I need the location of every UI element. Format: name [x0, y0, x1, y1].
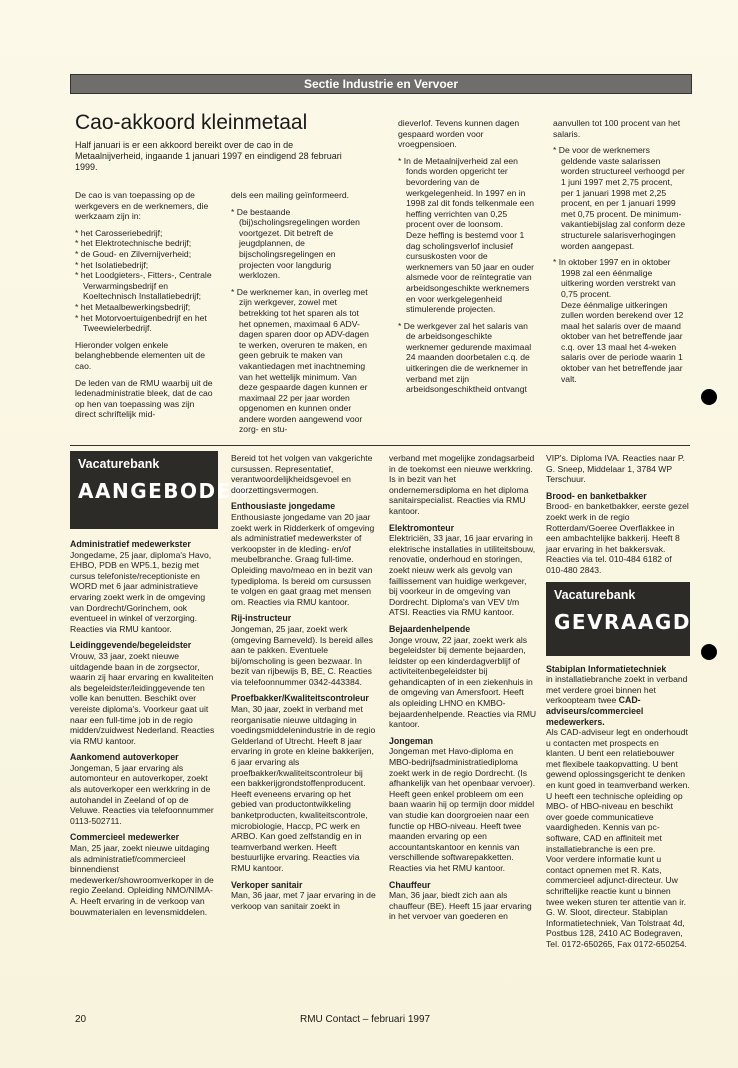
ad-title: Chauffeur [389, 879, 431, 890]
ad-text: Voor verdere informatie kunt u contact opnemen met R. Kats, commercieel adjunct-directeur. Uw schriftelijke reactie kunt u binnen twee weken sturen ter attentie van ir. G. W. Sloot, directeur. Stabiplan Informatietechniek, Van Tolstraat 4d, Postbus 128, 2410 AC Bodegraven, Tel. 0172-650265, Fax 0172-650254. [546, 854, 687, 949]
ad-title: Leidinggevende/begeleidster [70, 640, 192, 651]
list-item: * De voor de werknemers geldende vaste salarissen worden structureel verhoogd per 1 juni 1997 met 2,75 procent, per 1 januari 1998 met 2,25 procent, en per 1 januari 1999 met 0,75 procent. De minimum-vakantiebijslag zal conform deze structurele salarisverhogingen worden aangepast. [553, 145, 687, 251]
binder-hole [701, 389, 717, 405]
ad-text: Man, 36 jaar, biedt zich aan als chauffeur (BE). Heeft 15 jaar ervaring in het vervoer van goederen en [389, 890, 532, 922]
ad-title: Elektromonteur [389, 522, 455, 533]
paragraph: aanvullen tot 100 procent van het salaris. [553, 118, 681, 139]
vacaturebank-label: Vacaturebank [554, 587, 636, 602]
vacature-ad [231, 880, 379, 912]
list-item: * het Elektrotechnische bedrijf; [75, 238, 217, 249]
vacaturebank-heading: AANGEBODEN [78, 479, 251, 503]
vacature-ad [389, 880, 537, 922]
vacature-column-1 [70, 451, 251, 923]
list-item: * De bestaande (bij)scholingsregelingen worden voortgezet. Dit betreft de jeugdplannen, de bijscholingsregelingen en projecten voor langdurig werklozen. [231, 207, 371, 281]
vacaturebank-gevraagd-header [546, 582, 690, 656]
paragraph: dieverlof. Tevens kunnen dagen gespaard worden voor vroegpensioen. [398, 118, 520, 150]
list-item: * De werknemer kan, in overleg met zijn werkgever, zowel met betrekking tot het sparen als tot het opnemen, maximaal 6 ADV-dagen sparen door op ADV-dagen te werken, overuren te maken, en geen gebruik te maken van vakantiedagen met inachtneming van het wettelijk minimum. Van deze gespaarde dagen kunnen er maximaal 22 per jaar worden opgenomen en kunnen onder andere worden aangewend voor zorg- en stu- [231, 287, 371, 435]
vacature-ad [389, 736, 537, 874]
ad-title: Enthousiaste jongedame [231, 501, 336, 512]
ad-title: Commercieel medewerker [70, 832, 180, 843]
list-item: * In de Metaalnijverheid zal een fonds worden opgericht ter bevordering van de werkgelegenheid. In 1997 en in 1998 zal dit fonds telkenmale een heffing verrichten van 0,25 procent over de loonsom. [398, 156, 536, 230]
paragraph: Deze heffing is bestemd voor 1 dag scholingsverlof inclusief cursuskosten voor de werknemers van 50 jaar en ouder alsmede voor de reïntegratie van arbeidsongeschikte werknemers en voor werkgelegenheid stimulerende projecten. [406, 229, 535, 315]
article-title: Cao-akkoord kleinmetaal [75, 111, 308, 134]
list-item: * de Goud- en Zilvernijverheid; [75, 249, 217, 260]
list-item: * het Carosseriebedrijf; [75, 228, 217, 239]
list-item: * het Isolatiebedrijf; [75, 260, 217, 271]
vacature-ad [231, 693, 379, 873]
vacature-ad [546, 664, 690, 950]
ad-text: Man, 36 jaar, met 7 jaar ervaring in de verkoop van sanitair zoekt in [231, 890, 376, 911]
paragraph: De leden van de RMU waarbij uit de ledenadministratie bleek, dat de cao op hen van toepassing was zijn direct schriftelijk mid- [75, 377, 213, 420]
ad-title: Jongeman [389, 735, 433, 746]
vacaturebank-aangeboden-header [70, 451, 251, 529]
ad-title: Aankomend autoverkoper [70, 752, 179, 763]
ad-highlight: CAD-adviseurs/commercieel medewerkers. [546, 695, 644, 727]
vacature-column-3 [389, 453, 537, 928]
vacature-ad [70, 640, 218, 746]
bullet-list [231, 207, 371, 435]
vacature-ad-continued: Bereid tot het volgen van vakgerichte cursussen. Representatief, verantwoordelijkheidsgevoel en doorzettingsvermogen. [231, 453, 373, 495]
page-number: 20 [75, 1014, 87, 1025]
paragraph: De cao is van toepassing op de werkgevers en de werknemers, die werkzaam zijn in: [75, 190, 209, 222]
vacaturebank-label: Vacaturebank [78, 457, 160, 471]
list-item: * het Loodgieters-, Fitters-, Centrale Verwarmingsbedrijf en Koeltechnisch Installatiebedrijf; [75, 270, 217, 302]
bullet-list [398, 156, 536, 230]
section-banner: Sectie Industrie en Vervoer [70, 74, 692, 94]
vacature-column-2 [231, 453, 379, 917]
vacature-ad [389, 523, 537, 618]
vacature-ad [70, 539, 218, 634]
vacature-ad [389, 624, 537, 730]
bullet-list [398, 321, 536, 395]
paragraph: Deze éénmalige uitkeringen zullen worden berekend over 12 maal het salaris over de maand oktober van het betreffende jaar c.q. over 13 maal het 4-weken salaris over de periode waarin 1 oktober van het betreffende jaar valt. [561, 299, 684, 384]
ad-title: Rij-instructeur [231, 613, 292, 624]
ad-text: Elektriciën, 33 jaar, 16 jaar ervaring in elektrische installaties in utiliteitsbouw, renovatie, onderhoud en storingen, zoekt nieuw werk als gevolg van faillissement van huidige werkgever, bij voorkeur in de omgeving van Dordrecht. Diploma's van VEV t/m ATSI. Reacties via RMU kantoor. [389, 533, 536, 618]
publication-footer: RMU Contact – februari 1997 [300, 1014, 431, 1025]
ad-text: Jongeman, 5 jaar ervaring als automonteur en autoverkoper, zoekt als autoverkoper een werkkring in de autohandel in Zeeland of op de Veluwe. Reacties via telefoonnummer 0113-502711. [70, 762, 214, 826]
ad-title: Stabiplan Informatietechniek [546, 663, 667, 674]
ad-text: Jongeman, 25 jaar, zoekt werk (omgeving Barneveld). Is bereid alles aan te pakken. Eventuele bij/omscholing is geen bezwaar. In bezit van rijbewijs B, BE, C. Reacties via telefoonnummer 0342-443384. [231, 623, 373, 687]
article-column-3 [398, 118, 536, 395]
ad-title: Verkoper sanitair [231, 879, 303, 890]
section-divider [70, 445, 690, 446]
ad-text: Man, 30 jaar, zoekt in verband met reorganisatie nieuwe uitdaging in voedingsmiddelenindustrie in de regio Gelderland of Utrecht. Heeft 8 jaar ervaring in grote en kleine bakkerijen, 6 jaar ervaring als proefbakker/kwaliteitscontroleur bij een bakkerijgrondstoffenproducent. Heeft eveneens ervaring op het gebied van productontwikkeling banketproducten, kwaliteitscontrole, microbiologie, Haccp, PC werk en ARBO. Kan goed zelfstandig en in teamverband werken. Heeft bestuurlijke ervaring. Reacties via RMU kantoor. [231, 704, 376, 873]
vacature-column-4 [546, 453, 690, 950]
article-lead: Half januari is er een akkoord bereikt over de cao in de Metaalnijverheid, ingaande 1 januari 1997 en eindigend 28 februari 1999. [75, 140, 342, 172]
vacature-ad-continued: VIP's. Diploma IVA. Reacties naar P. G. Sneep, Middelaar 1, 3784 WP Terschuur. [546, 453, 685, 485]
vacature-ad [70, 832, 218, 917]
list-item: * het Metaalbewerkingsbedrijf; [75, 302, 217, 313]
ad-title: Brood- en banketbakker [546, 490, 647, 501]
ad-text: Vrouw, 33 jaar, zoekt nieuwe uitdagende baan in de zorgsector, waarin zij haar ervaring en kwaliteiten als begeleidster/leidinggevende ten volle kan benutten. Beschikt over vereiste diploma's. Voorkeur gaat uit naar een full-time job in de regio midden/zuidwest Nederland. Reacties via RMU kantoor. [70, 650, 215, 746]
paragraph: dels een mailing geïnformeerd. [231, 190, 349, 200]
article-column-2 [231, 190, 371, 441]
ad-text: Enthousiaste jongedame van 20 jaar zoekt werk in Ridderkerk of omgeving als administratief medewerkster of verkoopster in de kleding- en/of meubelbranche. Graag full-time. Opleiding mavo/meao en in bezit van typediploma. Is bereid om cursussen te volgen en gaat graag met mensen om. Reacties via RMU kantoor. [231, 511, 375, 607]
ad-text: in installatiebranche zoekt in verband met verdere groei binnen het verkoopteam twee [546, 674, 688, 706]
vacaturebank-heading: GEVRAAGD [554, 609, 691, 634]
ad-title: Bejaardenhelpende [389, 623, 471, 634]
vacature-ad [70, 752, 218, 826]
article-column-4 [553, 118, 687, 390]
binder-hole [701, 644, 717, 660]
ad-text: Jongedame, 25 jaar, diploma's Havo, EHBO, PDB en WP5.1, bezig met cursus telefoniste/receptioniste en WORD met 6 jaar administratieve ervaring zoekt werk in de omgeving van Dordrecht/Gorinchem, ook eventueel in winkel of verzorging. Reacties via RMU kantoor. [70, 549, 212, 634]
ad-title: Proefbakker/Kwaliteitscontroleur [231, 693, 369, 704]
bullet-list [553, 145, 687, 299]
vacature-ad [231, 501, 379, 607]
article-column-1 [75, 190, 217, 426]
ad-text: Jongeman met Havo-diploma en MBO-bedrijfsadministratiediploma zoekt werk in de regio Dordrecht. (Is afhankelijk van het openbaar vervoer). Heeft geen enkel probleem om een baan waarin hij op termijn door middel van studie kan doorgroeien naar een functie op HBO-niveau. Heeft twee maanden ervaring op een accountantskantoor en kennis van verschillende softwarepakketten. Reacties via het RMU kantoor. [389, 746, 536, 873]
ad-text: Brood- en banketbakker, eerste gezel zoekt werk in de regio Rotterdam/Goeree Overflakkee in een ambachtelijke bakkerij. Heeft 8 jaar ervaring in het bakkersvak. Reacties via tel. 010-484 6182 of 010-480 2843. [546, 501, 689, 575]
ad-text: Als CAD-adviseur legt en onderhoudt u contacten met prospects en klanten. U bent een relatiebouwer met flexibele taakopvatting. U bent gewend oplossingsgericht te denken en kunt goed in teamverband werken. U heeft een technische opleiding op MBO- of HBO-niveau en beschikt over goede communicatieve vaardigheden. Kennis van pc-software, CAD en affiniteit met installatiebranche is een pre. [546, 727, 690, 854]
paragraph: Hieronder volgen enkele belanghebbende elementen uit de cao. [75, 339, 205, 371]
list-item: * het Motorvoertuigenbedrijf en het Tweewielerbedrijf. [75, 313, 217, 334]
list-item: * De werkgever zal het salaris van de arbeidsongeschikte werknemer gedurende maximaal 24 maanden doorbetalen c.q. de uitkeringen die de werknemer in verband met zijn arbeidsongeschiktheid ontvangt [398, 321, 536, 395]
ad-title: Administratief medewerkster [70, 539, 191, 549]
ad-text: Jonge vrouw, 22 jaar, zoekt werk als begeleidster bij demente bejaarden, leidster op een kinderdagverblijf of activiteitenbegeleidster bij gehandicapten of in een ziekenhuis in de omgeving van Amersfoort. Heeft als opleiding LHNO en KMBO-bejaardenhelpende. Reacties via RMU kantoor. [389, 634, 537, 730]
vacature-ad [546, 491, 690, 576]
sector-list [75, 228, 217, 334]
vacature-ad-continued: verband met mogelijke zondagsarbeid in de toekomst een nieuwe werkkring. Is in bezit van het ondernemersdiploma en het diploma sanitairspecialist. Reacties via RMU kantoor. [389, 453, 535, 516]
ad-text: Man, 25 jaar, zoekt nieuwe uitdaging als administratief/commercieel binnendienst medewerker/showroomverkoper in de regio Zeeland. Opleiding NMO/NIMA-A. Heeft ervaring in de verkoop van bouwmaterialen en levensmiddelen. [70, 843, 214, 917]
list-item: * In oktober 1997 en in oktober 1998 zal een éénmalige uitkering worden verstrekt van 0,75 procent. [553, 257, 687, 299]
vacature-ad [231, 613, 379, 687]
